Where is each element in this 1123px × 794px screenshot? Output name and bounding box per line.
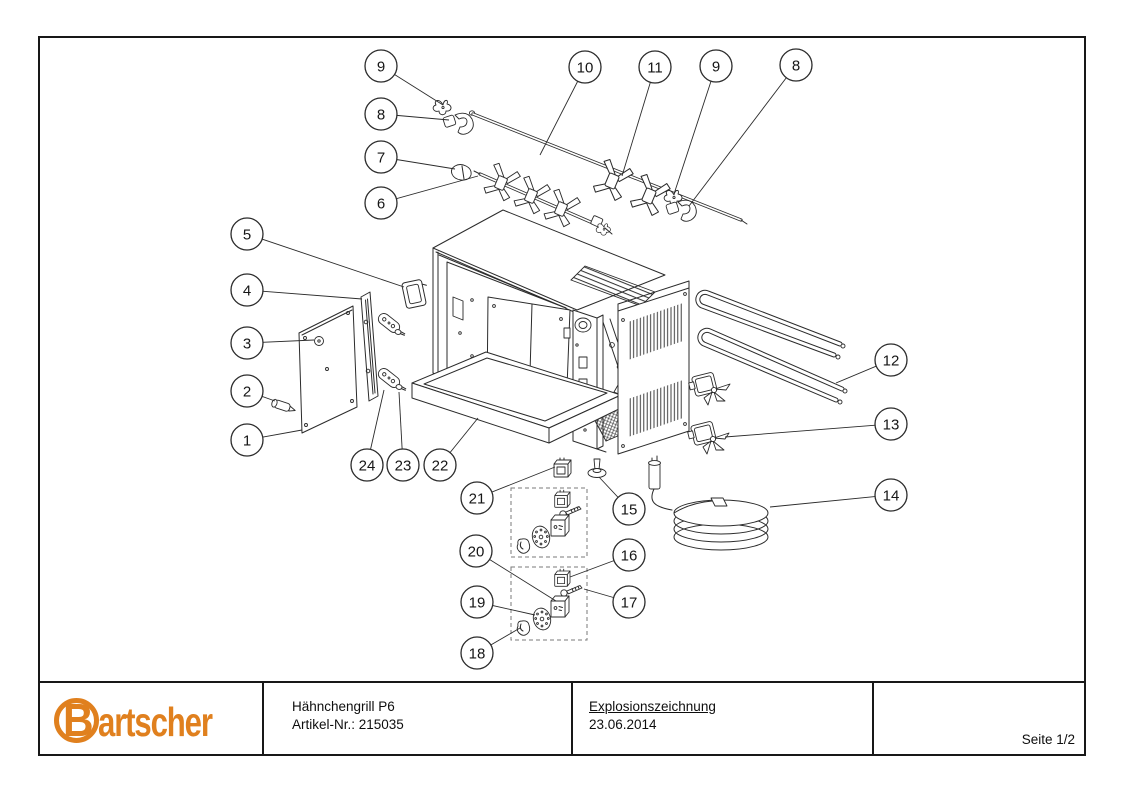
brand-cell: [40, 683, 262, 754]
callout-12: [836, 344, 907, 383]
side-vent-panel: [618, 281, 689, 454]
spit-holder-8-left: [443, 113, 474, 134]
svg-text:13: 13: [882, 416, 900, 434]
callout-9: [674, 50, 732, 194]
power-cord-coil: [649, 456, 769, 550]
wing-screw-9-left: [433, 100, 451, 114]
svg-text:6: 6: [376, 195, 386, 213]
motor-13a: [687, 372, 730, 405]
product-name: Hähnchengrill P6: [292, 699, 395, 714]
svg-text:9: 9: [376, 58, 386, 76]
appliance-foot-15: [588, 459, 606, 478]
callout-15: [599, 477, 645, 525]
svg-text:19: 19: [468, 594, 486, 612]
callout-2: [231, 375, 275, 407]
callout-1: [231, 424, 302, 456]
svg-text:15: 15: [620, 501, 638, 519]
svg-text:2: 2: [242, 383, 252, 401]
svg-text:8: 8: [376, 106, 386, 124]
hinge-screw-23b: [395, 384, 406, 391]
svg-text:9: 9: [711, 58, 721, 76]
brand-logo: [54, 693, 254, 747]
svg-text:21: 21: [468, 490, 486, 508]
callout-16: [570, 539, 645, 577]
svg-text:10: 10: [576, 59, 594, 77]
document-date: 23.06.2014: [589, 717, 657, 732]
page-number-label: Seite 1/2: [1021, 732, 1075, 747]
title-block: [38, 681, 1086, 756]
callout-7: [365, 141, 455, 173]
product-cell: [262, 683, 571, 754]
spit-holder-8-right: [666, 200, 697, 221]
callout-17: [584, 586, 645, 618]
callout-13: [725, 408, 907, 440]
document-type: Explosionszeichnung: [589, 699, 716, 714]
thermostat-kit-box-upper: [511, 488, 587, 557]
svg-text:4: 4: [242, 282, 252, 300]
svg-text:16: 16: [620, 547, 638, 565]
svg-text:7: 7: [376, 149, 386, 167]
callout-4: [231, 274, 362, 306]
callout-18: [461, 628, 520, 669]
svg-text:5: 5: [242, 226, 252, 244]
switch-21: [554, 458, 571, 477]
door-frame-strip: [361, 292, 378, 401]
glass-door: [299, 306, 357, 433]
door-screw: [315, 337, 324, 346]
svg-text:1: 1: [242, 432, 252, 450]
svg-text:11: 11: [647, 59, 663, 77]
callout-22: [424, 418, 478, 481]
svg-text:24: 24: [358, 457, 376, 475]
callout-21: [461, 467, 555, 514]
spit-cap-7: [451, 165, 471, 181]
svg-text:18: 18: [468, 645, 486, 663]
brand-initial: B: [63, 694, 94, 746]
hinge-screw-23a: [394, 329, 405, 336]
svg-text:20: 20: [467, 543, 485, 561]
callout-9: [365, 50, 443, 105]
svg-text:3: 3: [242, 335, 252, 353]
svg-text:22: 22: [431, 457, 449, 475]
motor-13b: [686, 421, 729, 454]
svg-text:17: 17: [620, 594, 638, 612]
svg-text:14: 14: [882, 487, 900, 505]
thermostat-kit-box-lower: [511, 567, 587, 640]
page-cell: [872, 683, 1084, 754]
callout-19: [461, 586, 535, 618]
svg-text:23: 23: [394, 457, 412, 475]
article-number: Artikel-Nr.: 215035: [292, 717, 404, 732]
back-wall-cutout: [453, 297, 463, 320]
callout-10: [540, 51, 601, 155]
heating-element-lower: [700, 330, 847, 404]
svg-text:12: 12: [882, 352, 900, 370]
callout-6: [365, 176, 478, 219]
callout-5: [231, 218, 404, 287]
rocker-switch-5: [402, 278, 431, 308]
brand-wordmark: artscher: [98, 699, 212, 745]
callout-11: [622, 51, 671, 176]
callout-23: [387, 392, 419, 481]
callout-14: [770, 479, 907, 511]
document-cell: [571, 683, 872, 754]
svg-text:8: 8: [791, 57, 801, 75]
